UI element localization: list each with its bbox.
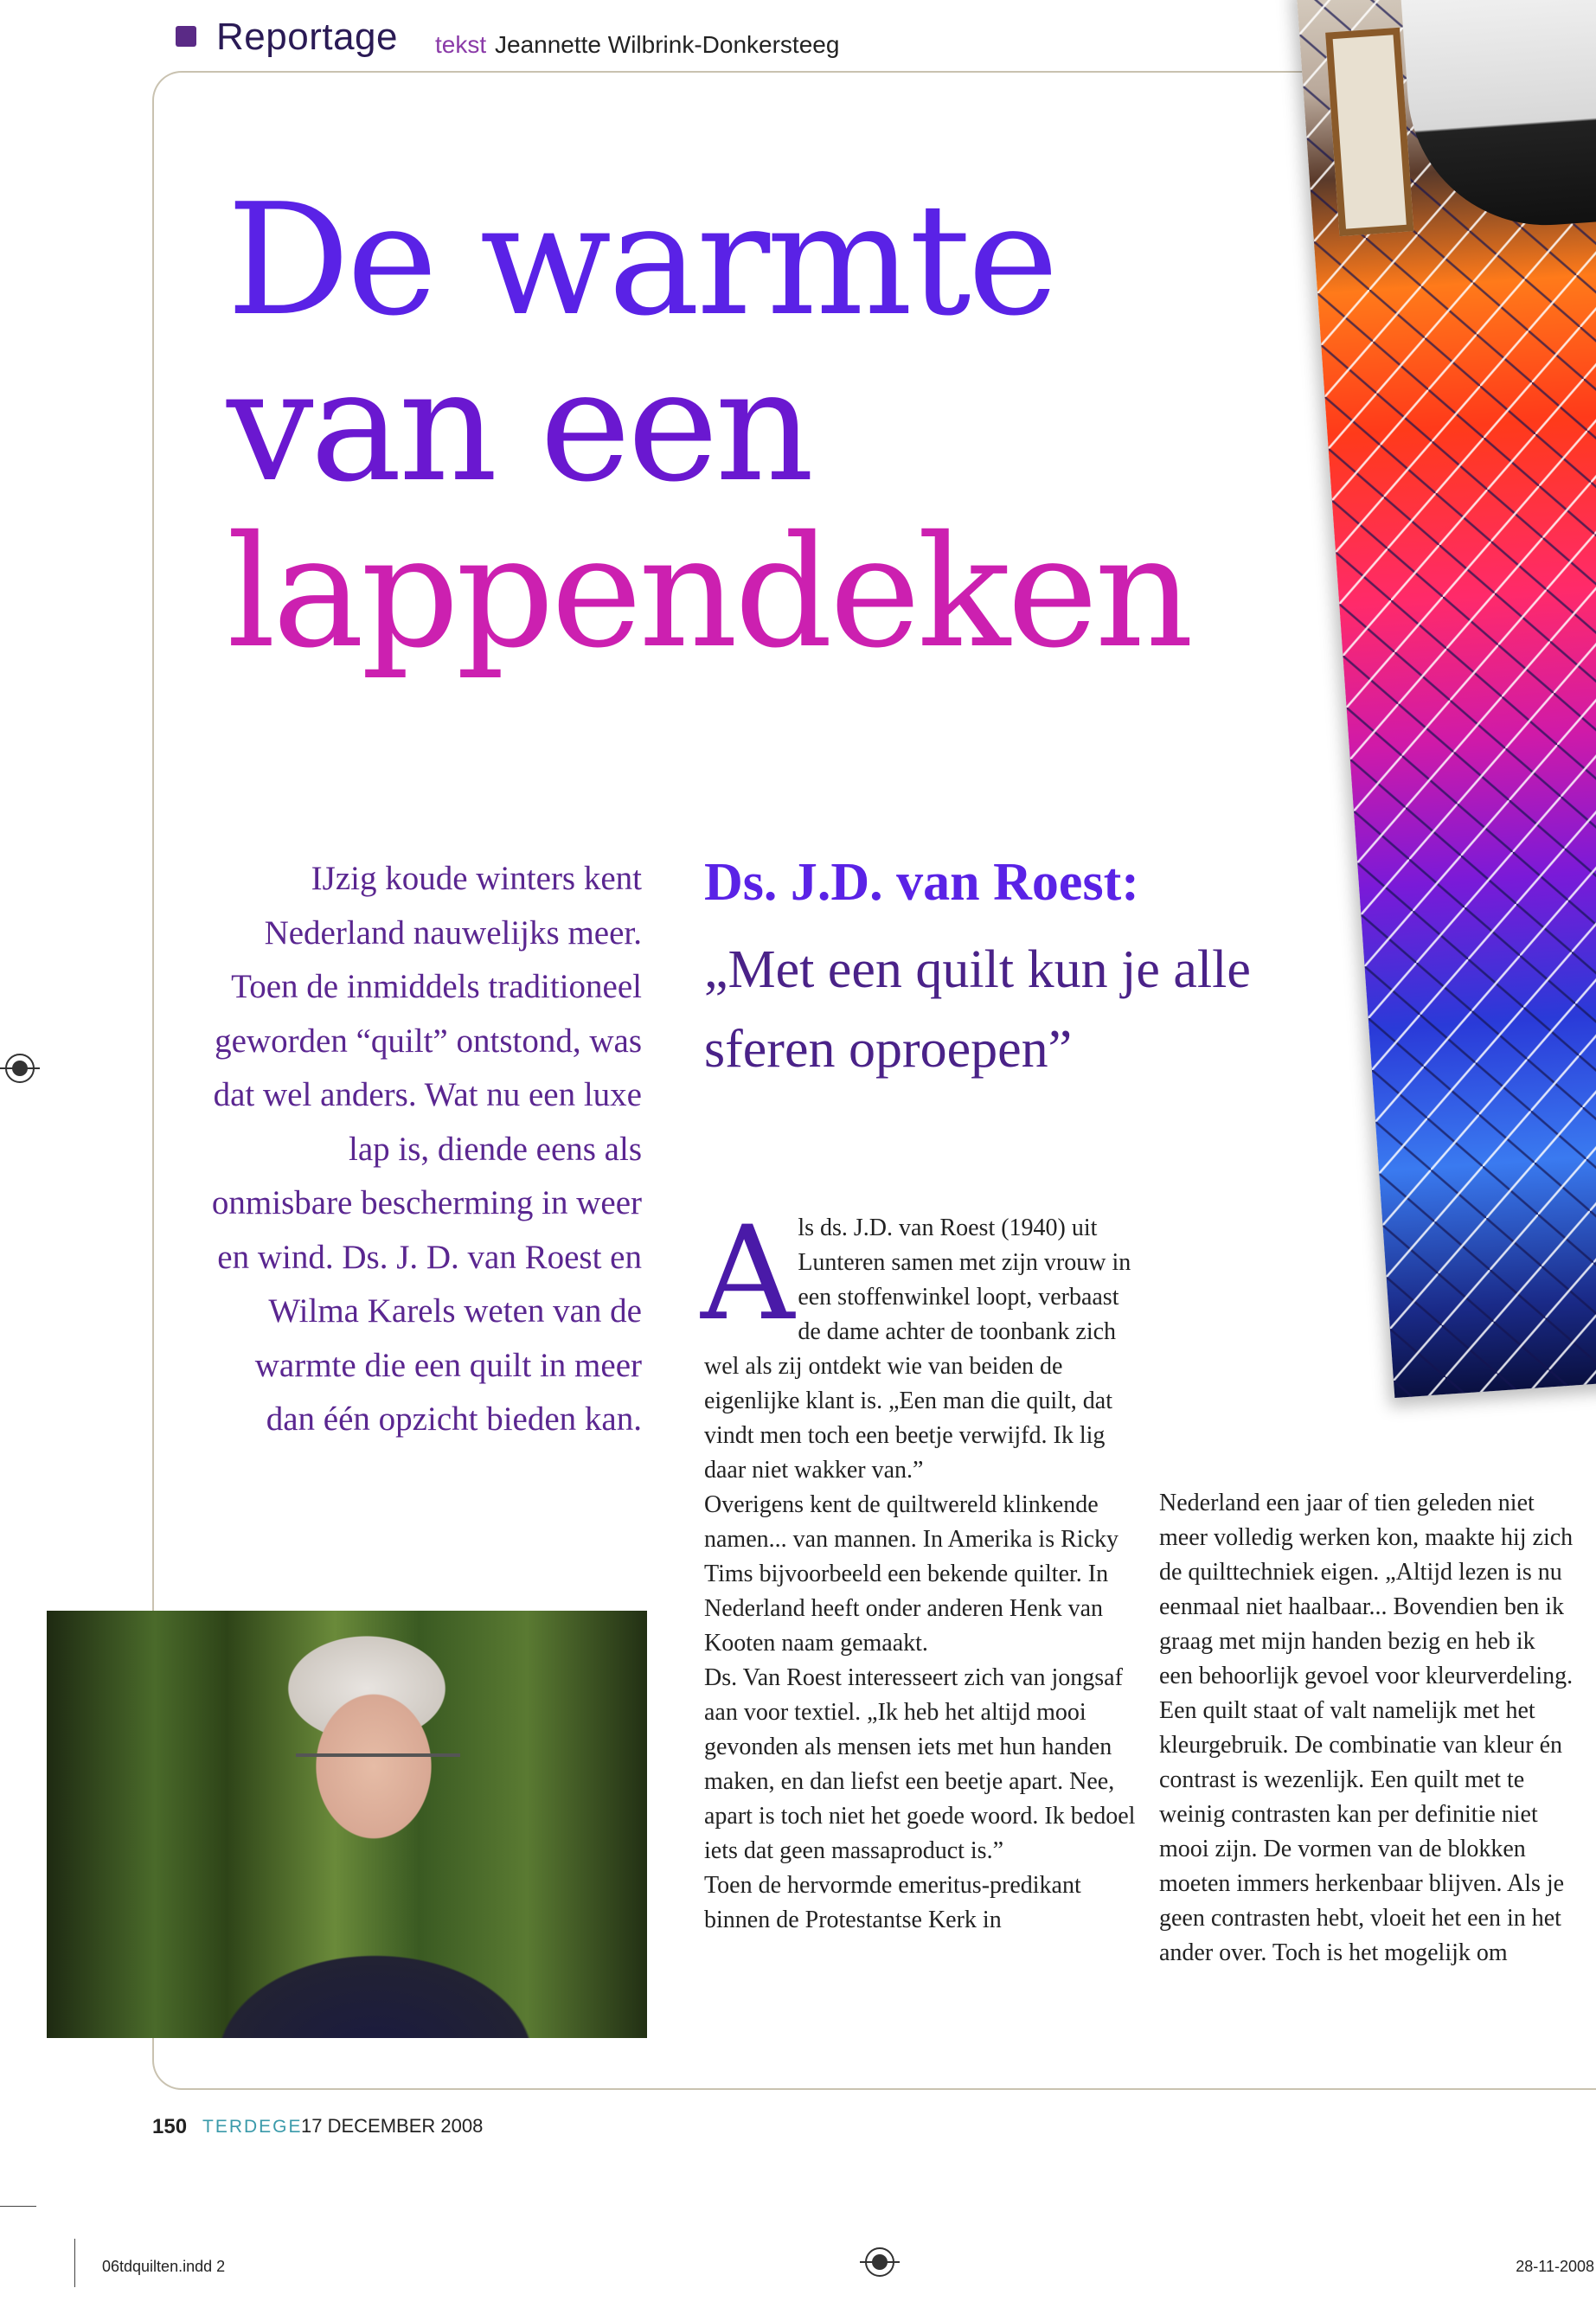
body-paragraph: ls ds. J.D. van Roest (1940) uit Lunteren samen met zijn vrouw in een stoffenwinkel loopt, verbaast de dame achter de toonbank zich wel als zij ontdekt wie van beiden de eigenlijke klant is. „Een man die quilt, dat vindt men toch een beetje verwijfd. Ik lig daar niet wakker van.” <box>704 1215 1131 1484</box>
page-number: 150 <box>152 2115 188 2138</box>
section-label: Reportage <box>216 16 398 58</box>
body-paragraph: Overigens kent de quiltwereld klinkende namen... van mannen. In Amerika is Ricky Tims bijvoorbeeld een bekende quilter. In Nederland heeft onder anderen Henk van Kooten naam gemaakt. <box>704 1491 1118 1657</box>
wall-picture <box>1325 28 1413 236</box>
slug-filename: 06tdquilten.indd 2 <box>102 2258 226 2275</box>
author-name: Jeannette Wilbrink-Donkersteeg <box>495 31 840 58</box>
person-figure <box>1400 0 1596 234</box>
crop-mark <box>74 2239 75 2287</box>
headline-line-2: van een <box>227 336 811 516</box>
issue-date: 17 DECEMBER 2008 <box>301 2115 484 2137</box>
headline-line-3: lappendeken <box>227 503 1191 682</box>
body-column-2 <box>1159 1486 1574 1971</box>
crop-mark <box>0 2206 36 2207</box>
headline <box>227 170 1191 682</box>
subtitle-name: Ds. J.D. van Roest: <box>704 853 1139 912</box>
body-paragraph: Ds. Van Roest interesseert zich van jongsaf aan voor textiel. „Ik heb het altijd mooi gevonden als mensen iets met hun handen maken, en dan liefst een beetje apart. Nee, apart is toch niet het goede woord. Ik bedoel iets dat geen massaproduct is.” <box>704 1664 1136 1864</box>
drop-cap: A <box>701 1199 795 1349</box>
magazine-name: TERDEGE <box>202 2117 303 2137</box>
text-credit-label: tekst <box>435 31 487 58</box>
registration-mark-icon <box>865 2247 894 2277</box>
body-paragraph: Nederland een jaar of tien geleden niet meer volledig werken kon, maakte hij zich de quilttechniek eigen. „Altijd lezen is nu eenmaal niet haalbaar... Bovendien ben ik graag met mijn handen bezig en heb ik een behoorlijk gevoel voor kleurverdeling. Een quilt staat of valt namelijk met het kleurgebruik. De combinatie van kleur én contrast is wezenlijk. Een quilt met te weinig contrasten kan per definitie niet mooi zijn. De vormen van de blokken moeten immers herkenbaar blijven. Als je geen contrasten hebt, vloeit het een in het ander over. Toch is het mogelijk om <box>1159 1490 1574 1966</box>
headline-line-1: De warmte <box>227 170 1055 349</box>
square-bullet-icon <box>176 26 196 47</box>
body-column-1 <box>701 1199 1141 1938</box>
glasses <box>296 1753 460 1783</box>
registration-mark-icon <box>5 1054 35 1083</box>
portrait-photo <box>47 1611 647 2038</box>
slug-date: 28-11-2008 <box>1516 2258 1594 2275</box>
subtitle-quote: „Met een quilt kun je alle sferen oproepen” <box>704 940 1251 1079</box>
intro-paragraph: IJzig koude winters kent Nederland nauwelijks meer. Toen de inmiddels traditioneel geworden “quilt” ontstond, was dat wel anders. Wat nu een luxe lap is, diende eens als onmisbare bescherming in weer en wind. Ds. J. D. van Roest en Wilma Karels weten van de warmte die een quilt in meer dan één opzicht bieden kan. <box>211 860 642 1438</box>
body-paragraph: Toen de hervormde emeritus-predikant binnen de Protestantse Kerk in <box>704 1872 1081 1933</box>
